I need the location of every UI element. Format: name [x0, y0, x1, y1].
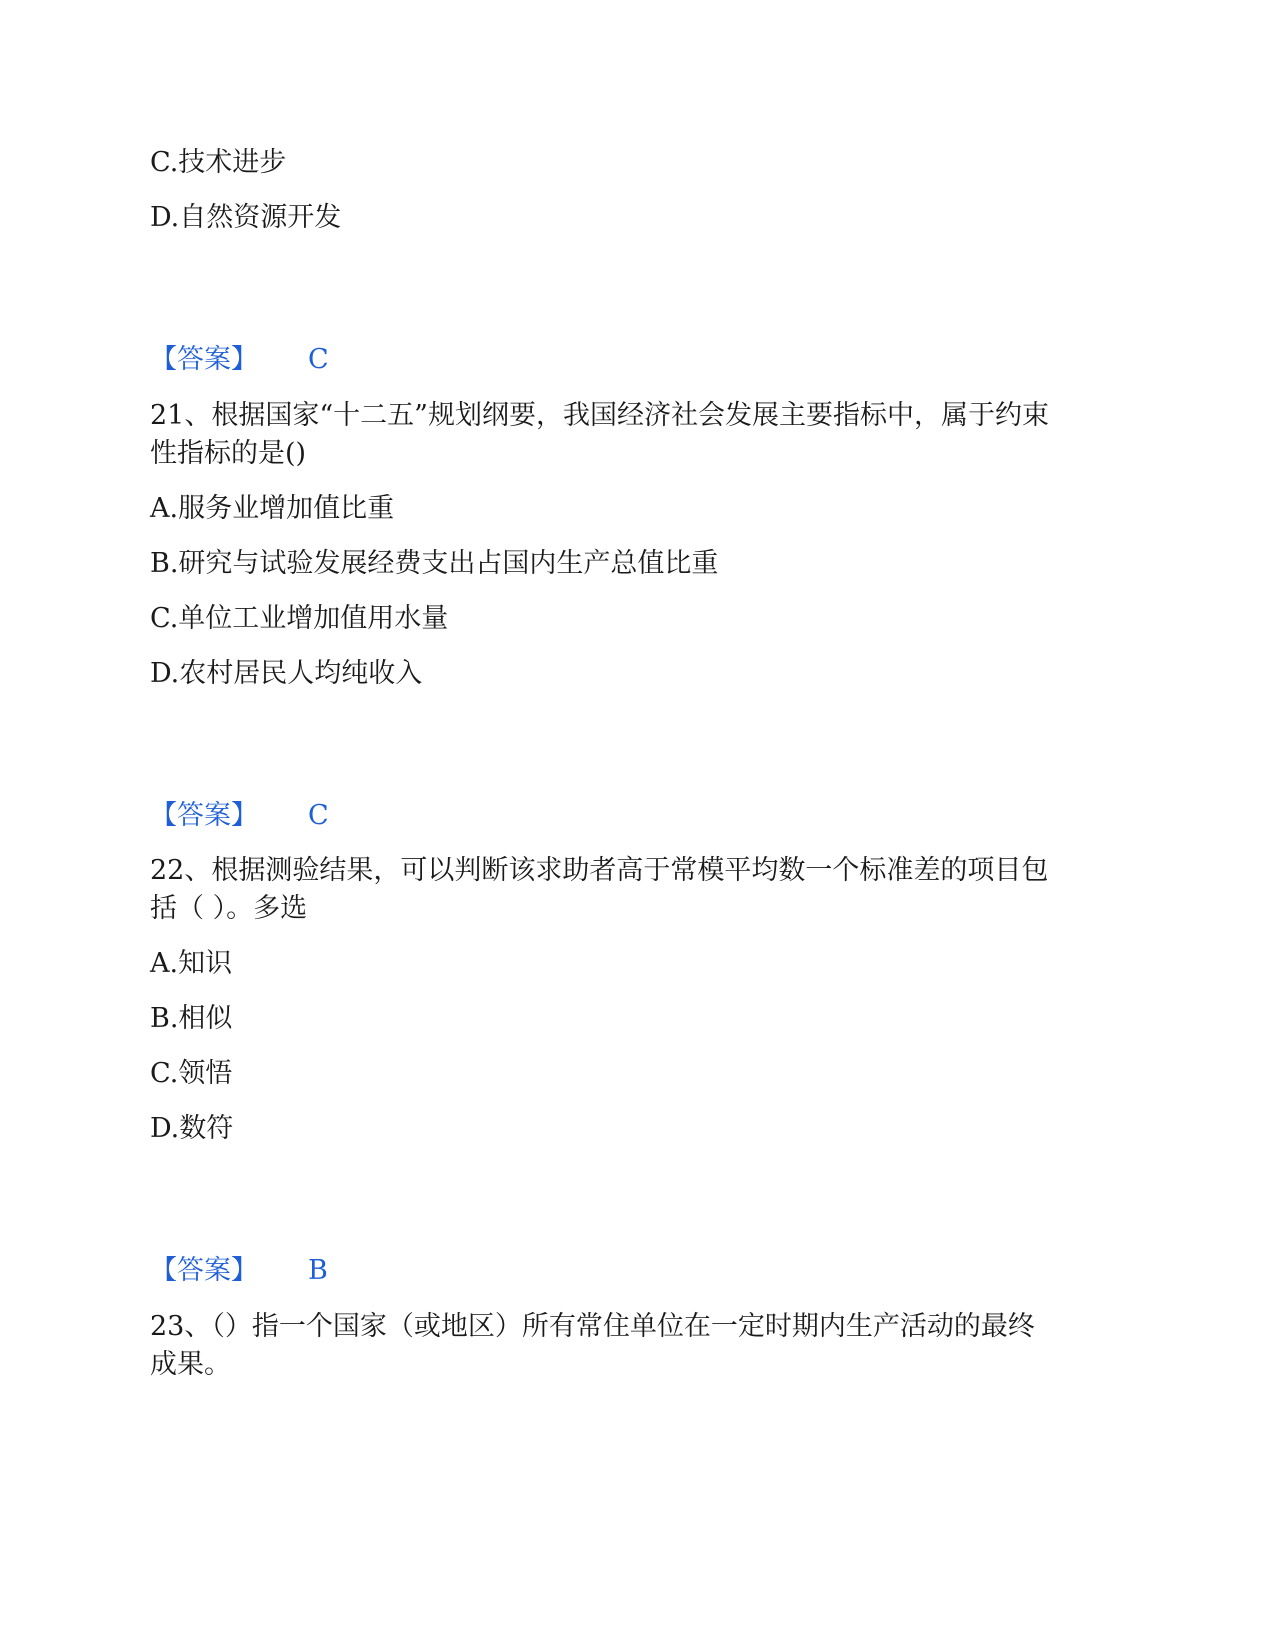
option-d: D.自然资源开发 — [150, 202, 342, 233]
question-stem-continued: 性指标的是() — [150, 438, 307, 469]
answer-value: C — [308, 800, 329, 831]
answer-label: 【答案】 — [150, 344, 258, 375]
option-b: B.研究与试验发展经费支出占国内生产总值比重 — [150, 548, 719, 579]
answer-value: C — [308, 344, 329, 375]
option-c: C.技术进步 — [150, 147, 287, 178]
question-stem: 23、（）指一个国家（或地区）所有常住单位在一定时期内生产活动的最终 — [150, 1311, 1035, 1342]
option-d: D.数符 — [150, 1113, 234, 1144]
question-stem: 21、根据国家“十二五”规划纲要，我国经济社会发展主要指标中，属于约束 — [150, 400, 1049, 431]
question-stem: 22、根据测验结果，可以判断该求助者高于常模平均数一个标准差的项目包 — [150, 855, 1049, 886]
option-a: A.知识 — [150, 948, 233, 979]
answer-line — [150, 798, 329, 834]
option-c: C.领悟 — [150, 1058, 233, 1089]
answer-label: 【答案】 — [150, 1255, 258, 1286]
question-stem-continued: 括（ ）。多选 — [150, 893, 308, 924]
option-d: D.农村居民人均纯收入 — [150, 658, 423, 689]
answer-line — [150, 342, 329, 378]
option-c: C.单位工业增加值用水量 — [150, 603, 449, 634]
answer-value: B — [308, 1255, 328, 1286]
option-a: A.服务业增加值比重 — [150, 493, 395, 524]
option-b: B.相似 — [150, 1003, 233, 1034]
answer-label: 【答案】 — [150, 800, 258, 831]
question-stem-continued: 成果。 — [150, 1349, 231, 1380]
answer-line — [150, 1253, 328, 1289]
